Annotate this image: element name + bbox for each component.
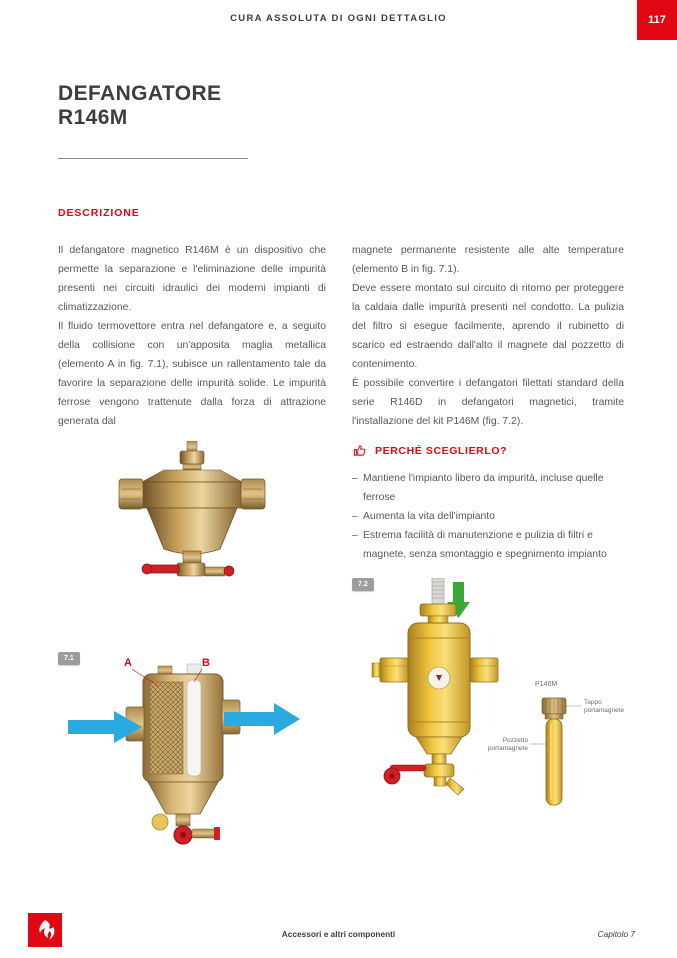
thumbs-up-icon <box>352 443 367 458</box>
p146m-kit-illustration <box>542 698 566 805</box>
callout-tappo-portamagnete: Tappo portamagnete <box>584 699 625 714</box>
title-underline <box>58 158 248 159</box>
why-heading: PERCHÉ SCEGLIERLO? <box>375 444 508 457</box>
header-tagline: CURA ASSOLUTA DI OGNI DETTAGLIO <box>230 13 447 24</box>
description-column-right <box>352 241 624 828</box>
bullet-text: Mantiene l'impianto libero da impurità, incluse quelle ferrose <box>363 473 604 503</box>
why-section <box>352 443 624 564</box>
description-paragraph: Il defangatore magnetico R146M è un dispositivo che permette la separazione e l'eliminazione delle impurità presenti nei circuiti idraulici dei moderni impianti di climatizzazione. <box>58 245 326 313</box>
page-number: 117 <box>648 14 666 26</box>
description-paragraph: Deve essere montato sul circuito di ritorno per proteggere la caldaia dalle impurità presenti nel condotto. La pulizia del filtro si esegue facilmente, aprendo il rubinetto di scarico ed estraendo dall'alto il magnete dal pozzetto di contenimento. <box>352 283 624 370</box>
title-line-2: R146M <box>58 106 128 129</box>
footer-section-title: Accessori e altri componenti <box>281 929 396 939</box>
page-number-badge <box>637 0 677 40</box>
bullet-marker: – <box>352 530 358 541</box>
p146m-code-label: P146M <box>535 681 558 688</box>
page-title <box>58 82 221 130</box>
figure-badge-7-1: 7.1 <box>58 652 80 665</box>
bullet-item <box>352 469 624 507</box>
bullet-text: Estrema facilità di manutenzione e pulizia di filtri e magnete, senza smontaggio e spegnimento impianto <box>363 530 607 560</box>
footer-chapter: Capitolo 7 <box>597 929 635 939</box>
why-bullet-list <box>352 469 624 564</box>
description-paragraph: magnete permanente resistente alle alte temperature (elemento B in fig. 7.1). <box>352 245 624 275</box>
bullet-marker: – <box>352 511 358 522</box>
bullet-text: Aumenta la vita dell'impianto <box>363 511 495 522</box>
descrizione-heading: DESCRIZIONE <box>58 207 140 219</box>
figure-7-2 <box>352 578 624 828</box>
fig-7-1-label-a: A <box>124 657 132 669</box>
callout-pozzetto-portamagnete: Pozzetto portamagnete <box>487 737 528 752</box>
bullet-marker: – <box>352 473 358 484</box>
title-line-1: DEFANGATORE <box>58 82 222 105</box>
figure-7-1 <box>58 652 326 864</box>
fig-7-1-cutaway-illustration <box>58 652 326 864</box>
description-paragraph: È possibile convertire i defangatori filettati standard della serie R146D in defangatori magnetici, tramite l'installazione del kit P146M (fig. 7.2). <box>352 378 624 427</box>
figure-badge-7-2: 7.2 <box>352 578 374 591</box>
description-paragraph: Il fluido termovettore entra nel defangatore e, a seguito della collisione con un'apposita maglia metallica (elemento A in fig. 7.1), subisce un rallentamento tale da favorire la separazione delle impurità solide. Le impurità ferrose vengono trattenute dalla forza di attrazione generata dal <box>58 321 326 427</box>
description-column-left <box>58 241 326 864</box>
fig-7-1-label-b: B <box>202 657 210 669</box>
product-photo-r146m-illustration <box>117 441 267 626</box>
bullet-item <box>352 507 624 526</box>
bullet-item <box>352 526 624 564</box>
